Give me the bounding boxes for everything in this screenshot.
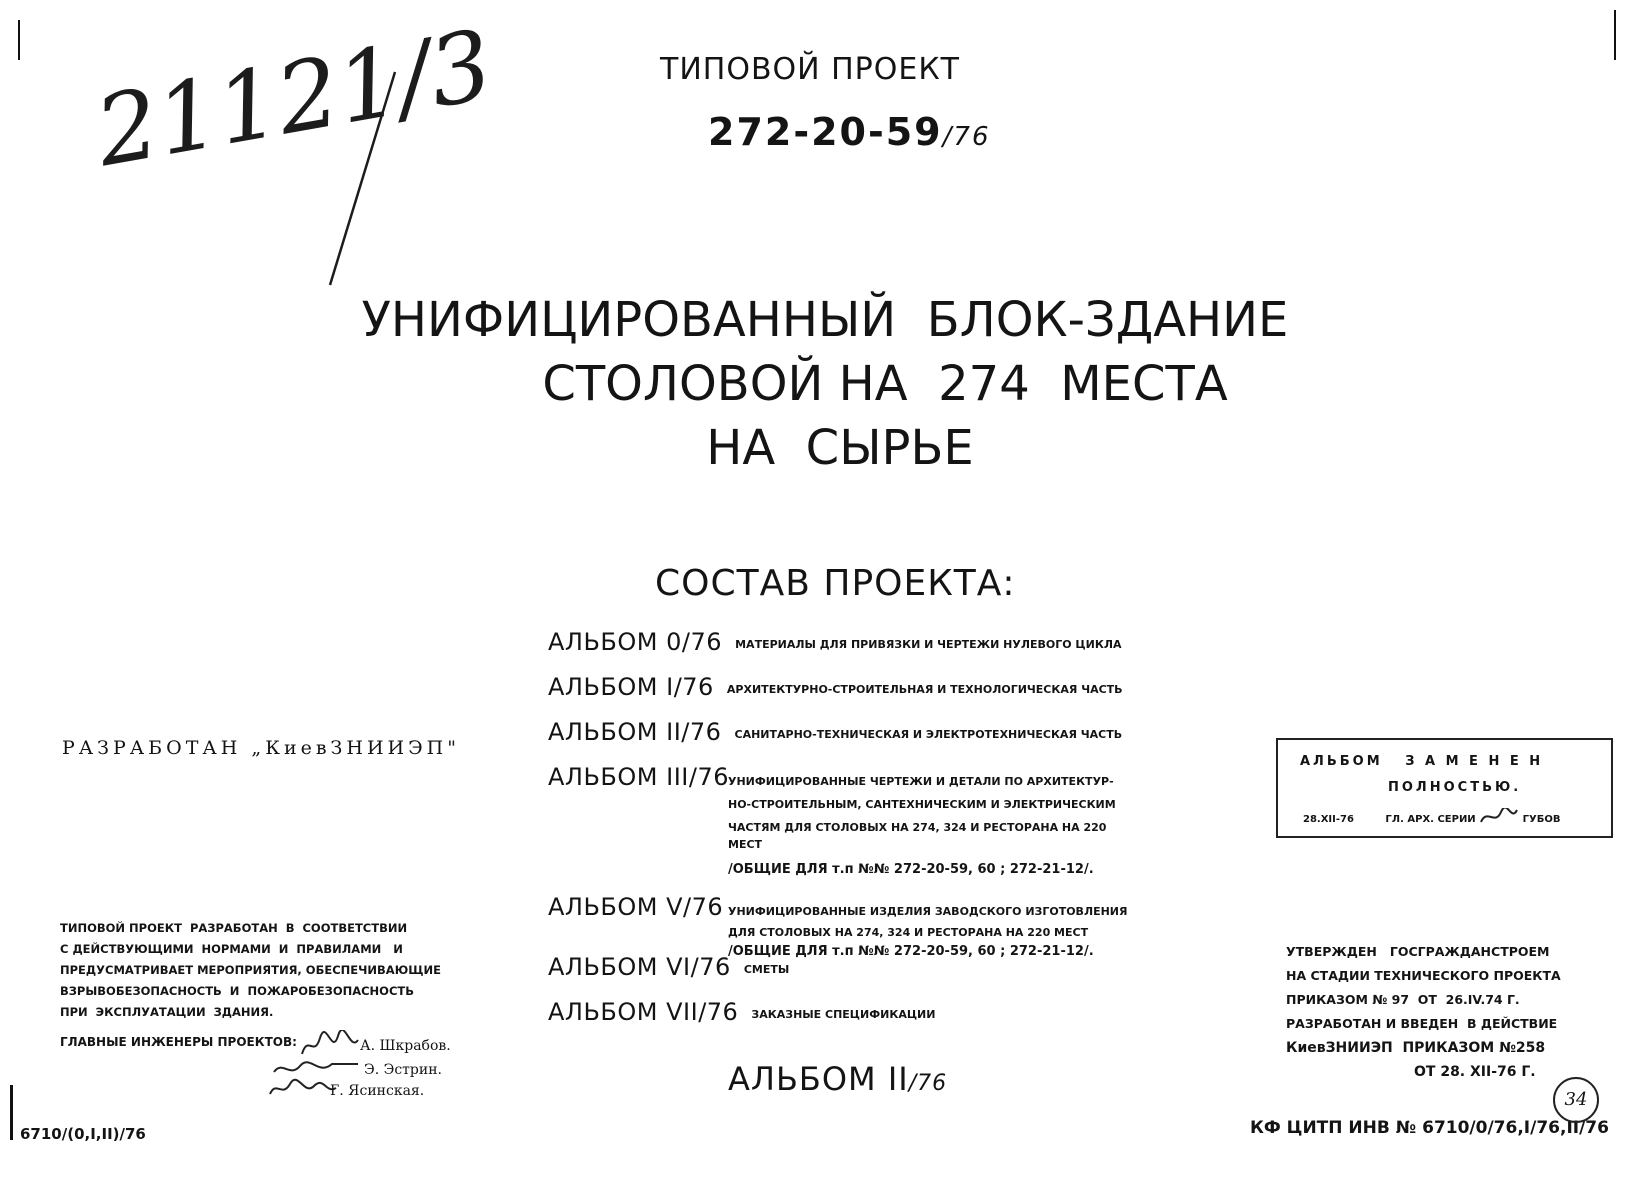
footer-inventory-right: КФ ЦИТП ИНВ № 6710/0/76,I/76,II/76 (1250, 1118, 1609, 1138)
album-description: САНИТАРНО-ТЕХНИЧЕСКАЯ И ЭЛЕКТРОТЕХНИЧЕСКАЯ ЧАСТЬ (734, 728, 1123, 741)
approval-line: КиевЗНИИЭП ПРИКАЗОМ №258 (1286, 1040, 1546, 1056)
main-title-line-1: УНИФИЦИРОВАННЫЙ БЛОК-ЗДАНИЕ (361, 292, 1289, 348)
approval-line: ОТ 28. XII-76 Г. (1414, 1064, 1536, 1080)
album-label: АЛЬБОМ I/76 (548, 673, 714, 701)
stamp-signer: ГЛ. АРХ. СЕРИИ (1385, 814, 1476, 825)
signature-scribble (272, 1058, 362, 1080)
album-description-line: НО-СТРОИТЕЛЬНЫМ, САНТЕХНИЧЕСКИМ И ЭЛЕКТРИЧЕСКИМ (728, 798, 1116, 811)
engineer-name: А. Шкрабов. (360, 1038, 451, 1054)
stamp-line-3 (1303, 808, 1560, 826)
album-description-line: /ОБЩИЕ ДЛЯ т.п №№ 272-20-59, 60 ; 272-21-12/. (728, 862, 1094, 877)
signature-scribble (268, 1078, 338, 1100)
album-description: АРХИТЕКТУРНО-СТРОИТЕЛЬНАЯ И ТЕХНОЛОГИЧЕСКАЯ ЧАСТЬ (726, 683, 1123, 696)
approval-block (1286, 940, 1586, 1084)
current-album-main: АЛЬБОМ II (728, 1060, 909, 1098)
current-album-suffix: /76 (908, 1071, 948, 1096)
note-line: ПРИ ЭКСПЛУАТАЦИИ ЗДАНИЯ. (60, 1005, 274, 1019)
stamp-date: 28.XII-76 (1303, 814, 1354, 825)
album-description: СМЕТЫ (743, 963, 790, 976)
handwritten-inventory-number: 21121/3 (88, 8, 501, 189)
stamp-line-1: АЛЬБОМ З А М Е Н Е Н (1300, 754, 1544, 769)
developer-label: РАЗРАБОТАН „КиевЗНИИЭП" (62, 737, 460, 759)
main-title (300, 288, 1350, 480)
album-row (548, 628, 1121, 656)
album-description-line: УНИФИЦИРОВАННЫЕ ИЗДЕЛИЯ ЗАВОДСКОГО ИЗГОТОВЛЕНИЯ (728, 905, 1128, 918)
album-description-line: ЧАСТЯМ ДЛЯ СТОЛОВЫХ НА 274, 324 И РЕСТОРАНА НА 220 (728, 821, 1107, 834)
project-number-main: 272-20-59 (708, 110, 943, 154)
album-description: ЗАКАЗНЫЕ СПЕЦИФИКАЦИИ (751, 1008, 936, 1021)
album-row (548, 718, 1122, 746)
album-description-line: УНИФИЦИРОВАННЫЕ ЧЕРТЕЖИ И ДЕТАЛИ ПО АРХИТЕКТУР- (728, 775, 1114, 788)
album-row (548, 763, 729, 791)
album-description-block (728, 773, 1116, 878)
project-number (708, 110, 990, 154)
engineer-name: Г. Ясинская. (330, 1083, 425, 1099)
stamp-name: ГУБОВ (1522, 814, 1561, 825)
album-row (548, 893, 723, 921)
project-number-suffix: /76 (942, 122, 991, 152)
note-line: ВЗРЫВОБЕЗОПАСНОСТЬ И ПОЖАРОБЕЗОПАСНОСТЬ (60, 984, 415, 998)
album-row (548, 953, 789, 981)
album-replaced-stamp (1276, 738, 1613, 838)
approval-line: ПРИКАЗОМ № 97 ОТ 26.IV.74 Г. (1286, 992, 1520, 1007)
album-description-line: МЕСТ (728, 838, 763, 851)
album-row (548, 673, 1123, 701)
page-number: 34 (1553, 1077, 1599, 1123)
handwritten-stroke (310, 70, 400, 290)
album-label: АЛЬБОМ III/76 (548, 763, 729, 791)
note-line: С ДЕЙСТВУЮЩИМИ НОРМАМИ И ПРАВИЛАМИ И (60, 942, 403, 956)
margin-mark (1614, 10, 1616, 60)
album-row (548, 998, 935, 1026)
note-line: ПРЕДУСМАТРИВАЕТ МЕРОПРИЯТИЯ, ОБЕСПЕЧИВАЮЩИЕ (60, 963, 441, 977)
stamp-line-2: ПОЛНОСТЬЮ. (1388, 780, 1522, 795)
stamp-signature (1479, 808, 1519, 826)
engineer-name: Э. Эстрин. (364, 1062, 442, 1078)
contents-heading: СОСТАВ ПРОЕКТА: (655, 563, 1016, 604)
album-label: АЛЬБОМ VII/76 (548, 998, 739, 1026)
album-label: АЛЬБОМ VI/76 (548, 953, 731, 981)
album-description-line: ДЛЯ СТОЛОВЫХ НА 274, 324 И РЕСТОРАНА НА 220 МЕСТ (728, 926, 1089, 939)
current-album-label (728, 1060, 947, 1098)
album-description-block (728, 903, 1127, 960)
approval-line: УТВЕРЖДЕН ГОСГРАЖДАНСТРОЕМ (1286, 944, 1550, 959)
approval-line: РАЗРАБОТАН И ВВЕДЕН В ДЕЙСТВИЕ (1286, 1016, 1558, 1031)
album-label: АЛЬБОМ II/76 (548, 718, 722, 746)
margin-mark (18, 20, 20, 60)
approval-line: НА СТАДИИ ТЕХНИЧЕСКОГО ПРОЕКТА (1286, 968, 1561, 983)
note-line: ТИПОВОЙ ПРОЕКТ РАЗРАБОТАН В СООТВЕТСТВИИ (60, 921, 408, 935)
album-description: МАТЕРИАЛЫ ДЛЯ ПРИВЯЗКИ И ЧЕРТЕЖИ НУЛЕВОГО ЦИКЛА (735, 638, 1122, 651)
album-description-line: /ОБЩИЕ ДЛЯ т.п №№ 272-20-59, 60 ; 272-21-12/. (728, 944, 1094, 959)
compliance-note (60, 918, 440, 1023)
footer-inventory-left: 6710/(0,I,II)/76 (20, 1125, 146, 1143)
main-title-line-2: СТОЛОВОЙ НА 274 МЕСТА (542, 356, 1228, 412)
album-label: АЛЬБОМ 0/76 (548, 628, 723, 656)
margin-mark (10, 1085, 13, 1140)
album-label: АЛЬБОМ V/76 (548, 893, 724, 921)
main-title-line-3: НА СЫРЬЕ (706, 420, 974, 476)
chief-engineers-label: ГЛАВНЫЕ ИНЖЕНЕРЫ ПРОЕКТОВ: (60, 1035, 297, 1049)
signature-scribble (300, 1030, 360, 1060)
project-type-title: ТИПОВОЙ ПРОЕКТ (660, 52, 960, 87)
